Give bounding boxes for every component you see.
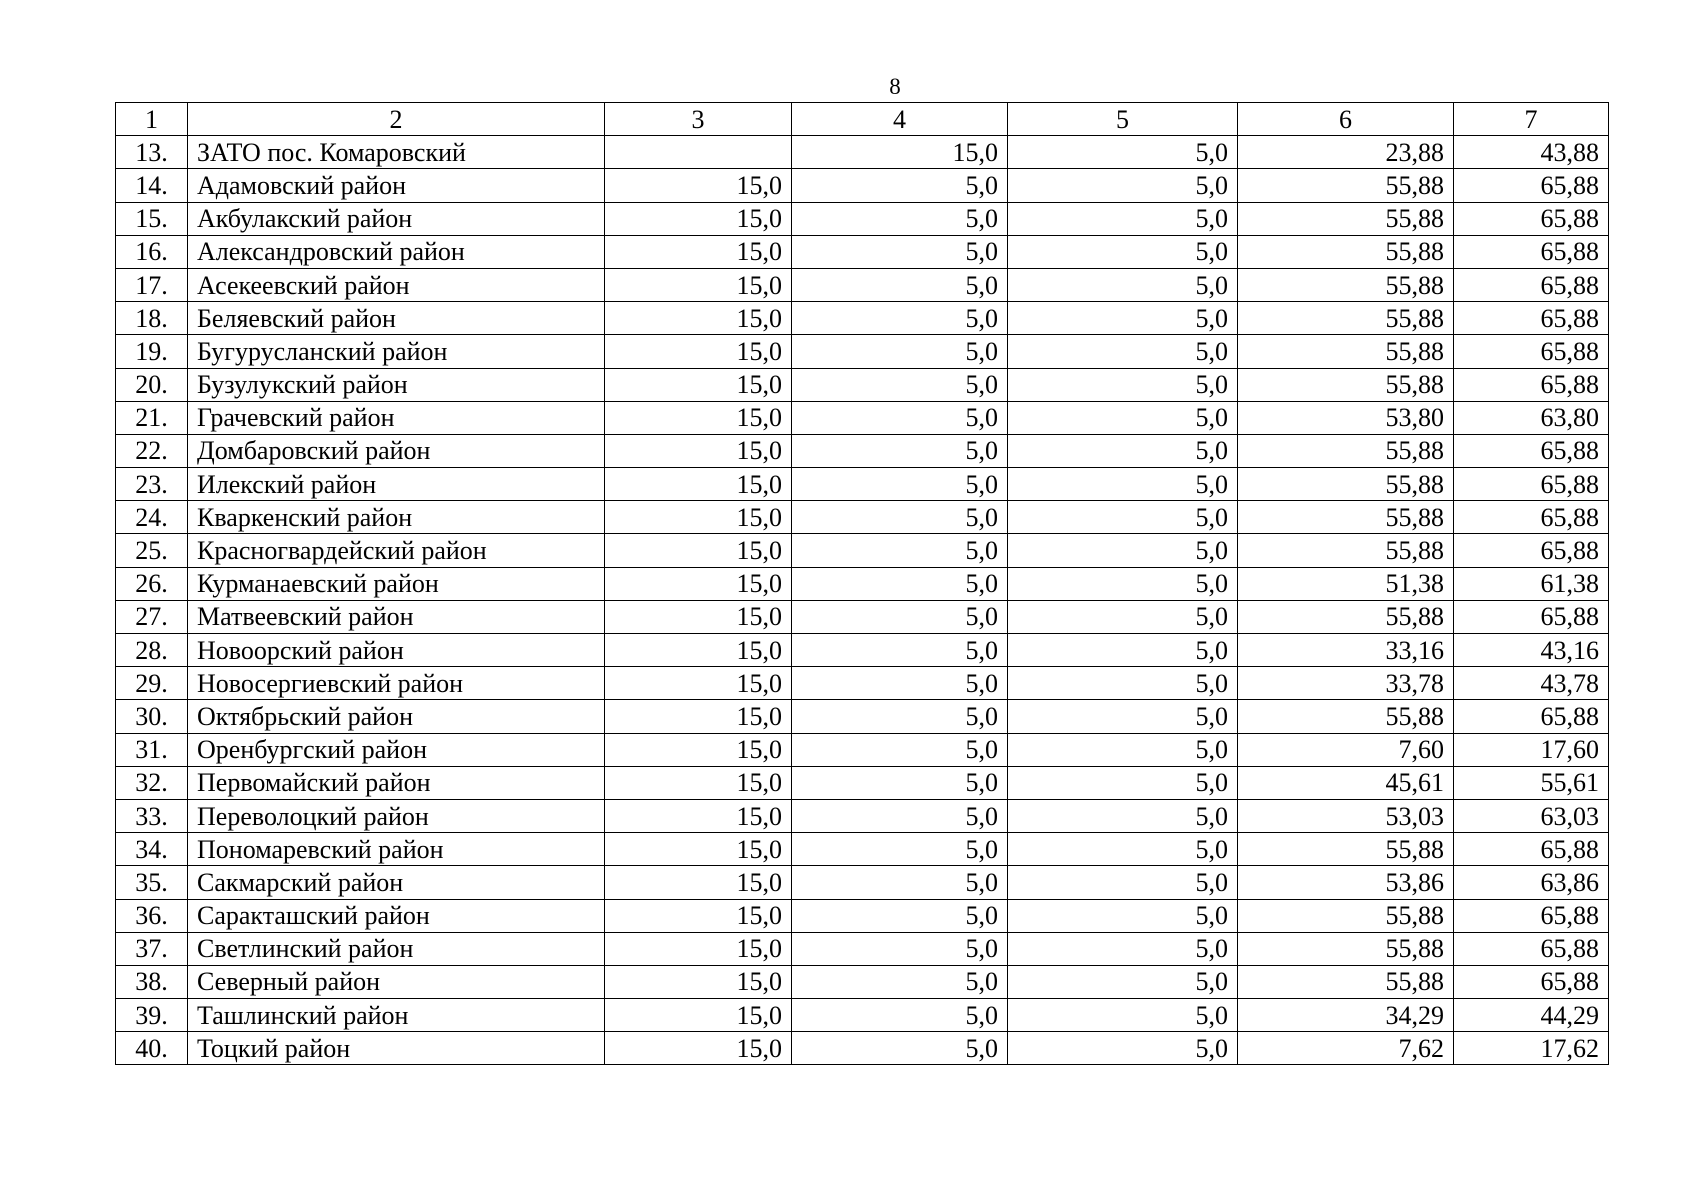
col-5-value: 5,0 — [1008, 1032, 1238, 1065]
col-4-value: 15,0 — [792, 136, 1008, 169]
data-table — [115, 102, 1609, 1065]
col-7-value: 43,88 — [1454, 136, 1609, 169]
col-5-value: 5,0 — [1008, 401, 1238, 434]
col-3-value: 15,0 — [605, 999, 792, 1032]
col-6-value: 53,80 — [1238, 401, 1454, 434]
col-6-value: 55,88 — [1238, 700, 1454, 733]
table-row — [116, 501, 1609, 534]
col-3-value: 15,0 — [605, 932, 792, 965]
col-4-value: 5,0 — [792, 799, 1008, 832]
row-number: 39. — [116, 999, 188, 1032]
column-header-7: 7 — [1454, 103, 1609, 136]
col-3-value: 15,0 — [605, 700, 792, 733]
col-3-value: 15,0 — [605, 965, 792, 998]
table-header-row — [116, 103, 1609, 136]
col-4-value: 5,0 — [792, 833, 1008, 866]
row-number: 24. — [116, 501, 188, 534]
col-6-value: 7,62 — [1238, 1032, 1454, 1065]
col-3-value: 15,0 — [605, 434, 792, 467]
col-7-value: 65,88 — [1454, 833, 1609, 866]
col-4-value: 5,0 — [792, 434, 1008, 467]
col-6-value: 53,86 — [1238, 866, 1454, 899]
col-3-value: 15,0 — [605, 302, 792, 335]
col-7-value: 43,16 — [1454, 634, 1609, 667]
row-number: 29. — [116, 667, 188, 700]
table-row — [116, 335, 1609, 368]
district-name: Адамовский район — [188, 169, 605, 202]
col-6-value: 55,88 — [1238, 600, 1454, 633]
table-body — [116, 136, 1609, 1065]
col-5-value: 5,0 — [1008, 136, 1238, 169]
col-5-value: 5,0 — [1008, 700, 1238, 733]
district-name: Александровский район — [188, 235, 605, 268]
col-6-value: 55,88 — [1238, 335, 1454, 368]
col-4-value: 5,0 — [792, 534, 1008, 567]
col-7-value: 65,88 — [1454, 202, 1609, 235]
table-row — [116, 999, 1609, 1032]
row-number: 30. — [116, 700, 188, 733]
col-7-value: 65,88 — [1454, 434, 1609, 467]
row-number: 37. — [116, 932, 188, 965]
col-6-value: 55,88 — [1238, 202, 1454, 235]
table-row — [116, 567, 1609, 600]
table-row — [116, 169, 1609, 202]
col-4-value: 5,0 — [792, 468, 1008, 501]
table-row — [116, 468, 1609, 501]
col-7-value: 65,88 — [1454, 169, 1609, 202]
col-7-value: 65,88 — [1454, 501, 1609, 534]
col-3-value: 15,0 — [605, 1032, 792, 1065]
col-3-value: 15,0 — [605, 799, 792, 832]
row-number: 33. — [116, 799, 188, 832]
column-header-3: 3 — [605, 103, 792, 136]
col-4-value: 5,0 — [792, 202, 1008, 235]
table-row — [116, 667, 1609, 700]
col-6-value: 55,88 — [1238, 434, 1454, 467]
col-4-value: 5,0 — [792, 766, 1008, 799]
col-5-value: 5,0 — [1008, 501, 1238, 534]
col-3-value: 15,0 — [605, 600, 792, 633]
col-7-value: 65,88 — [1454, 600, 1609, 633]
table-row — [116, 766, 1609, 799]
column-header-4: 4 — [792, 103, 1008, 136]
col-6-value: 55,88 — [1238, 932, 1454, 965]
col-3-value: 15,0 — [605, 401, 792, 434]
row-number: 40. — [116, 1032, 188, 1065]
table-row — [116, 268, 1609, 301]
col-6-value: 33,16 — [1238, 634, 1454, 667]
col-7-value: 65,88 — [1454, 335, 1609, 368]
table-row — [116, 799, 1609, 832]
col-6-value: 45,61 — [1238, 766, 1454, 799]
col-5-value: 5,0 — [1008, 235, 1238, 268]
row-number: 27. — [116, 600, 188, 633]
col-5-value: 5,0 — [1008, 335, 1238, 368]
col-7-value: 43,78 — [1454, 667, 1609, 700]
col-5-value: 5,0 — [1008, 634, 1238, 667]
col-6-value: 55,88 — [1238, 169, 1454, 202]
row-number: 34. — [116, 833, 188, 866]
col-6-value: 53,03 — [1238, 799, 1454, 832]
col-7-value: 61,38 — [1454, 567, 1609, 600]
row-number: 25. — [116, 534, 188, 567]
col-5-value: 5,0 — [1008, 600, 1238, 633]
col-3-value: 15,0 — [605, 866, 792, 899]
col-6-value: 55,88 — [1238, 302, 1454, 335]
district-name: Ташлинский район — [188, 999, 605, 1032]
col-3-value: 15,0 — [605, 667, 792, 700]
row-number: 22. — [116, 434, 188, 467]
col-7-value: 65,88 — [1454, 268, 1609, 301]
table-row — [116, 634, 1609, 667]
column-header-1: 1 — [116, 103, 188, 136]
col-3-value: 15,0 — [605, 235, 792, 268]
col-5-value: 5,0 — [1008, 434, 1238, 467]
district-name: Первомайский район — [188, 766, 605, 799]
row-number: 14. — [116, 169, 188, 202]
table-row — [116, 833, 1609, 866]
district-name: Бугурусланский район — [188, 335, 605, 368]
col-4-value: 5,0 — [792, 999, 1008, 1032]
table-row — [116, 235, 1609, 268]
col-7-value: 65,88 — [1454, 965, 1609, 998]
col-5-value: 5,0 — [1008, 368, 1238, 401]
col-4-value: 5,0 — [792, 401, 1008, 434]
district-name: Акбулакский район — [188, 202, 605, 235]
col-6-value: 55,88 — [1238, 833, 1454, 866]
col-4-value: 5,0 — [792, 235, 1008, 268]
col-7-value: 65,88 — [1454, 534, 1609, 567]
table-row — [116, 202, 1609, 235]
table-row — [116, 302, 1609, 335]
row-number: 15. — [116, 202, 188, 235]
col-4-value: 5,0 — [792, 932, 1008, 965]
col-5-value: 5,0 — [1008, 799, 1238, 832]
col-7-value: 65,88 — [1454, 302, 1609, 335]
table-row — [116, 534, 1609, 567]
row-number: 26. — [116, 567, 188, 600]
col-7-value: 65,88 — [1454, 235, 1609, 268]
col-3-value: 15,0 — [605, 335, 792, 368]
col-4-value: 5,0 — [792, 1032, 1008, 1065]
district-name: Светлинский район — [188, 932, 605, 965]
col-5-value: 5,0 — [1008, 534, 1238, 567]
table-row — [116, 700, 1609, 733]
col-5-value: 5,0 — [1008, 932, 1238, 965]
table-row — [116, 368, 1609, 401]
district-name: Домбаровский район — [188, 434, 605, 467]
district-name: Кваркенский район — [188, 501, 605, 534]
table-row — [116, 1032, 1609, 1065]
col-4-value: 5,0 — [792, 169, 1008, 202]
district-name: Бузулукский район — [188, 368, 605, 401]
district-name: Новоорский район — [188, 634, 605, 667]
col-7-value: 63,03 — [1454, 799, 1609, 832]
col-4-value: 5,0 — [792, 634, 1008, 667]
col-6-value: 55,88 — [1238, 501, 1454, 534]
table-row — [116, 600, 1609, 633]
col-5-value: 5,0 — [1008, 667, 1238, 700]
col-5-value: 5,0 — [1008, 169, 1238, 202]
table-row — [116, 965, 1609, 998]
col-6-value: 55,88 — [1238, 965, 1454, 998]
col-4-value: 5,0 — [792, 733, 1008, 766]
col-4-value: 5,0 — [792, 302, 1008, 335]
row-number: 31. — [116, 733, 188, 766]
col-7-value: 65,88 — [1454, 899, 1609, 932]
row-number: 13. — [116, 136, 188, 169]
col-6-value: 55,88 — [1238, 368, 1454, 401]
col-4-value: 5,0 — [792, 335, 1008, 368]
district-name: Беляевский район — [188, 302, 605, 335]
district-name: Октябрьский район — [188, 700, 605, 733]
col-5-value: 5,0 — [1008, 965, 1238, 998]
col-5-value: 5,0 — [1008, 766, 1238, 799]
table-row — [116, 434, 1609, 467]
col-3-value: 15,0 — [605, 634, 792, 667]
col-3-value: 15,0 — [605, 534, 792, 567]
col-5-value: 5,0 — [1008, 202, 1238, 235]
col-6-value: 55,88 — [1238, 534, 1454, 567]
row-number: 19. — [116, 335, 188, 368]
row-number: 32. — [116, 766, 188, 799]
district-name: Грачевский район — [188, 401, 605, 434]
district-name: Переволоцкий район — [188, 799, 605, 832]
col-5-value: 5,0 — [1008, 833, 1238, 866]
table-row — [116, 733, 1609, 766]
col-3-value: 15,0 — [605, 501, 792, 534]
row-number: 20. — [116, 368, 188, 401]
col-7-value: 65,88 — [1454, 468, 1609, 501]
page-number: 8 — [889, 74, 901, 99]
col-6-value: 7,60 — [1238, 733, 1454, 766]
col-3-value: 15,0 — [605, 368, 792, 401]
col-7-value: 55,61 — [1454, 766, 1609, 799]
district-name: Асекеевский район — [188, 268, 605, 301]
row-number: 18. — [116, 302, 188, 335]
col-4-value: 5,0 — [792, 700, 1008, 733]
col-3-value: 15,0 — [605, 733, 792, 766]
col-6-value: 33,78 — [1238, 667, 1454, 700]
col-7-value: 65,88 — [1454, 932, 1609, 965]
district-name: Курманаевский район — [188, 567, 605, 600]
col-7-value: 44,29 — [1454, 999, 1609, 1032]
col-3-value: 15,0 — [605, 833, 792, 866]
col-3-value: 15,0 — [605, 169, 792, 202]
col-4-value: 5,0 — [792, 600, 1008, 633]
col-4-value: 5,0 — [792, 501, 1008, 534]
col-5-value: 5,0 — [1008, 567, 1238, 600]
col-6-value: 34,29 — [1238, 999, 1454, 1032]
col-3-value: 15,0 — [605, 268, 792, 301]
table-row — [116, 866, 1609, 899]
col-6-value: 23,88 — [1238, 136, 1454, 169]
col-5-value: 5,0 — [1008, 866, 1238, 899]
col-5-value: 5,0 — [1008, 302, 1238, 335]
col-5-value: 5,0 — [1008, 268, 1238, 301]
col-3-value: 15,0 — [605, 202, 792, 235]
col-3-value: 15,0 — [605, 468, 792, 501]
row-number: 38. — [116, 965, 188, 998]
col-5-value: 5,0 — [1008, 468, 1238, 501]
col-3-value: 15,0 — [605, 567, 792, 600]
district-name: Сакмарский район — [188, 866, 605, 899]
col-6-value: 55,88 — [1238, 268, 1454, 301]
table-row — [116, 401, 1609, 434]
col-5-value: 5,0 — [1008, 899, 1238, 932]
district-name: Пономаревский район — [188, 833, 605, 866]
col-5-value: 5,0 — [1008, 999, 1238, 1032]
row-number: 23. — [116, 468, 188, 501]
column-header-5: 5 — [1008, 103, 1238, 136]
district-name: Красногвардейский район — [188, 534, 605, 567]
col-7-value: 65,88 — [1454, 368, 1609, 401]
district-name: Оренбургский район — [188, 733, 605, 766]
col-3-value — [605, 136, 792, 169]
row-number: 21. — [116, 401, 188, 434]
column-header-2: 2 — [188, 103, 605, 136]
district-name: Новосергиевский район — [188, 667, 605, 700]
district-name: ЗАТО пос. Комаровский — [188, 136, 605, 169]
col-6-value: 55,88 — [1238, 468, 1454, 501]
col-4-value: 5,0 — [792, 899, 1008, 932]
row-number: 36. — [116, 899, 188, 932]
col-7-value: 17,60 — [1454, 733, 1609, 766]
table-row — [116, 136, 1609, 169]
column-header-6: 6 — [1238, 103, 1454, 136]
col-4-value: 5,0 — [792, 667, 1008, 700]
col-4-value: 5,0 — [792, 866, 1008, 899]
row-number: 28. — [116, 634, 188, 667]
col-7-value: 65,88 — [1454, 700, 1609, 733]
district-name: Тоцкий район — [188, 1032, 605, 1065]
col-3-value: 15,0 — [605, 766, 792, 799]
col-6-value: 55,88 — [1238, 235, 1454, 268]
col-6-value: 51,38 — [1238, 567, 1454, 600]
row-number: 16. — [116, 235, 188, 268]
col-4-value: 5,0 — [792, 368, 1008, 401]
col-4-value: 5,0 — [792, 567, 1008, 600]
col-7-value: 63,80 — [1454, 401, 1609, 434]
col-5-value: 5,0 — [1008, 733, 1238, 766]
table-row — [116, 932, 1609, 965]
col-7-value: 17,62 — [1454, 1032, 1609, 1065]
district-name: Матвеевский район — [188, 600, 605, 633]
col-7-value: 63,86 — [1454, 866, 1609, 899]
col-4-value: 5,0 — [792, 268, 1008, 301]
district-name: Саракташский район — [188, 899, 605, 932]
row-number: 35. — [116, 866, 188, 899]
row-number: 17. — [116, 268, 188, 301]
district-name: Илекский район — [188, 468, 605, 501]
col-4-value: 5,0 — [792, 965, 1008, 998]
table-row — [116, 899, 1609, 932]
col-3-value: 15,0 — [605, 899, 792, 932]
district-name: Северный район — [188, 965, 605, 998]
col-6-value: 55,88 — [1238, 899, 1454, 932]
